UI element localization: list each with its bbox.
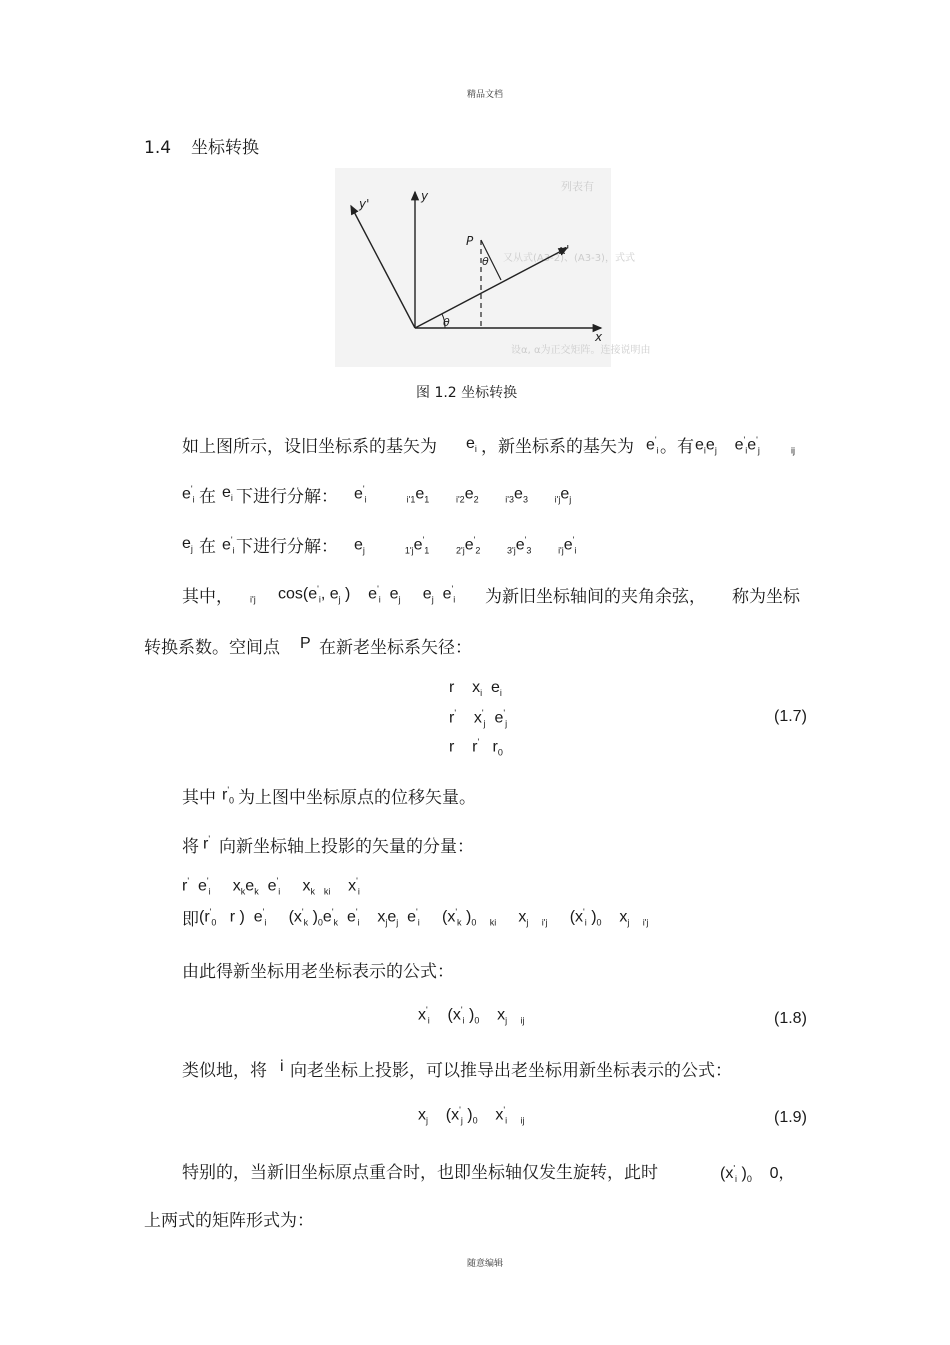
section-number: 1.4: [144, 138, 172, 158]
symbol-r-prime: r': [203, 834, 211, 853]
bleed-text-1: 列表有: [561, 180, 594, 193]
decomp-new-tail: 下进行分解：: [236, 487, 338, 507]
eq-1-9: $x_j$ ($x'_j$ )$_0$ $x'_i$ $_{ij}$: [418, 1105, 525, 1126]
decomp-old-lead: 在: [199, 537, 216, 557]
decomp-new-lead: 在: [199, 487, 216, 507]
decomp-old-formula: $e_j$ $_{1'j}e'_1$ $_{2'j}e'_2$ $_{3'j}e'_3$ $_{i'j}e'_i$: [354, 535, 577, 556]
symbol-r0: $r'_0$: [222, 785, 235, 806]
eq-1-7-line3: r r' $r_0$: [449, 737, 503, 758]
old-coords-tail: 向老坐标上投影，可以推导出老坐标用新坐标表示的公式：: [290, 1061, 732, 1081]
para-basis-new: ，新坐标系的基矢为: [481, 437, 634, 457]
eq-1-9-number: (1.9): [774, 1109, 807, 1126]
cosine-lead: 其中，: [182, 587, 233, 607]
page-footer: 随意编辑: [467, 1259, 504, 1269]
symbol-i: i: [280, 1058, 284, 1075]
para-basis-intro: [182, 432, 437, 457]
page-header: 精品文档: [467, 90, 504, 100]
label-theta-bottom: θ: [443, 316, 450, 329]
old-coords-lead: 类似地，将: [182, 1061, 267, 1081]
eq-1-7-line1: r $x_i$ $e_i$: [449, 679, 502, 699]
eq-1-7-line2: r' $x'_j$ $e'_j$: [449, 708, 508, 729]
cosine-formula: $_{i'j}$ $\cos(e'_i$, $e_j$ ) $e'_i$ $e_j$ $e_j$ $e'_i$: [250, 584, 456, 605]
symbol-i: i: [474, 444, 477, 455]
decomp-new-formula: $e'_i$ $_{i'1}e_1$ $_{i'2}e_2$ $_{i'3}e_3$ $_{i'j}e_j$: [354, 484, 572, 505]
transform-coeff-text: 转换系数。空间点: [144, 638, 280, 658]
para-basis-end: 。有: [660, 437, 694, 457]
rotation-comma: ，: [778, 1165, 795, 1182]
bleed-text-3: 设α, α为正交矩阵。连接说明由: [511, 345, 651, 356]
projection-lead: 将: [182, 837, 199, 857]
decomp-new-symbol: $e'_i$: [182, 484, 195, 505]
cosine-tail: 为新旧坐标轴间的夹角余弦，: [485, 587, 706, 607]
bleed-text-2: 又从式(A3-2)、(A3-3)，式式: [503, 253, 635, 264]
point-P: P: [300, 635, 311, 652]
label-y-prime: y': [359, 197, 370, 211]
decomp-old-new-e: $e'_i$: [222, 535, 235, 556]
rotation-only-text: 特别的，当新旧坐标原点重合时，也即坐标轴仅发生旋转，此时: [182, 1163, 658, 1183]
radius-vector-text: 在新老坐标系矢径：: [319, 638, 472, 658]
decomp-old-tail: 下进行分解：: [236, 537, 338, 557]
section-title: 坐标转换: [191, 138, 260, 158]
section-heading: [144, 133, 259, 158]
label-theta-top: θ: [482, 255, 489, 268]
symbol-e-prime: $e'_i$: [646, 435, 659, 456]
coordinate-diagram: [335, 168, 651, 367]
projection-formula-2-lead: 即: [182, 910, 199, 930]
y-prime-axis: [351, 206, 415, 328]
eq-1-8-number: (1.8): [774, 1010, 807, 1027]
rotation-condition: ($x'_i$ )$_0$ 0，: [720, 1163, 795, 1185]
symbol-e: e: [466, 435, 475, 452]
projection-formula-1: r' $e'_i$ $x_ke_k$ $e'_i$ $x_k$ $_{ki}$ $x'_i$: [182, 876, 360, 897]
origin-displacement-lead: 其中: [182, 788, 216, 808]
basis-relation: $e_ie_j$ $e'_ie'_j$ $_{ij}$: [695, 435, 795, 456]
label-x-prime: x': [559, 243, 570, 257]
projection-formula-2: ($r'_0$ r ) $e'_i$ ($x'_k$ )$_0e'_k$ $e'_i$ $x_je_j$ $e'_i$ ($x'_k$ )$_0$ $_{ki}$ $x_j$ $_{i'j}$ ($x'_i$ )$_0$ $x_j$ $_{i'j}$: [199, 907, 649, 928]
coordinate-figure: [335, 168, 651, 367]
matrix-form-text: 上两式的矩阵形式为：: [144, 1211, 314, 1231]
new-coords-formula-text: 由此得新坐标用老坐标表示的公式：: [182, 962, 454, 982]
label-P: P: [466, 234, 474, 248]
label-y: y: [421, 189, 429, 203]
decomp-new-old-e: $e_i$: [222, 484, 233, 504]
projection-tail: 向新坐标轴上投影的矢量的分量：: [219, 837, 474, 857]
decomp-old-symbol: $e_j$: [182, 535, 193, 555]
para-basis-text: 如上图所示，设旧坐标系的基矢为: [182, 437, 437, 457]
figure-caption: 图 1.2 坐标转换: [416, 385, 518, 401]
symbol-e-i: [466, 435, 477, 454]
eq-1-7-number: (1.7): [774, 708, 807, 725]
eq-1-8: $x'_i$ ($x'_i$ )$_0$ $x_j$ $_{ij}$: [418, 1005, 525, 1026]
cosine-tail-2: 称为坐标: [732, 587, 800, 607]
symbol-r: r: [203, 835, 209, 853]
rotation-zero: 0: [769, 1165, 779, 1182]
origin-displacement-tail: 为上图中坐标原点的位移矢量。: [238, 788, 476, 808]
label-x: x: [595, 330, 603, 344]
cos-text: cos(: [277, 585, 309, 603]
